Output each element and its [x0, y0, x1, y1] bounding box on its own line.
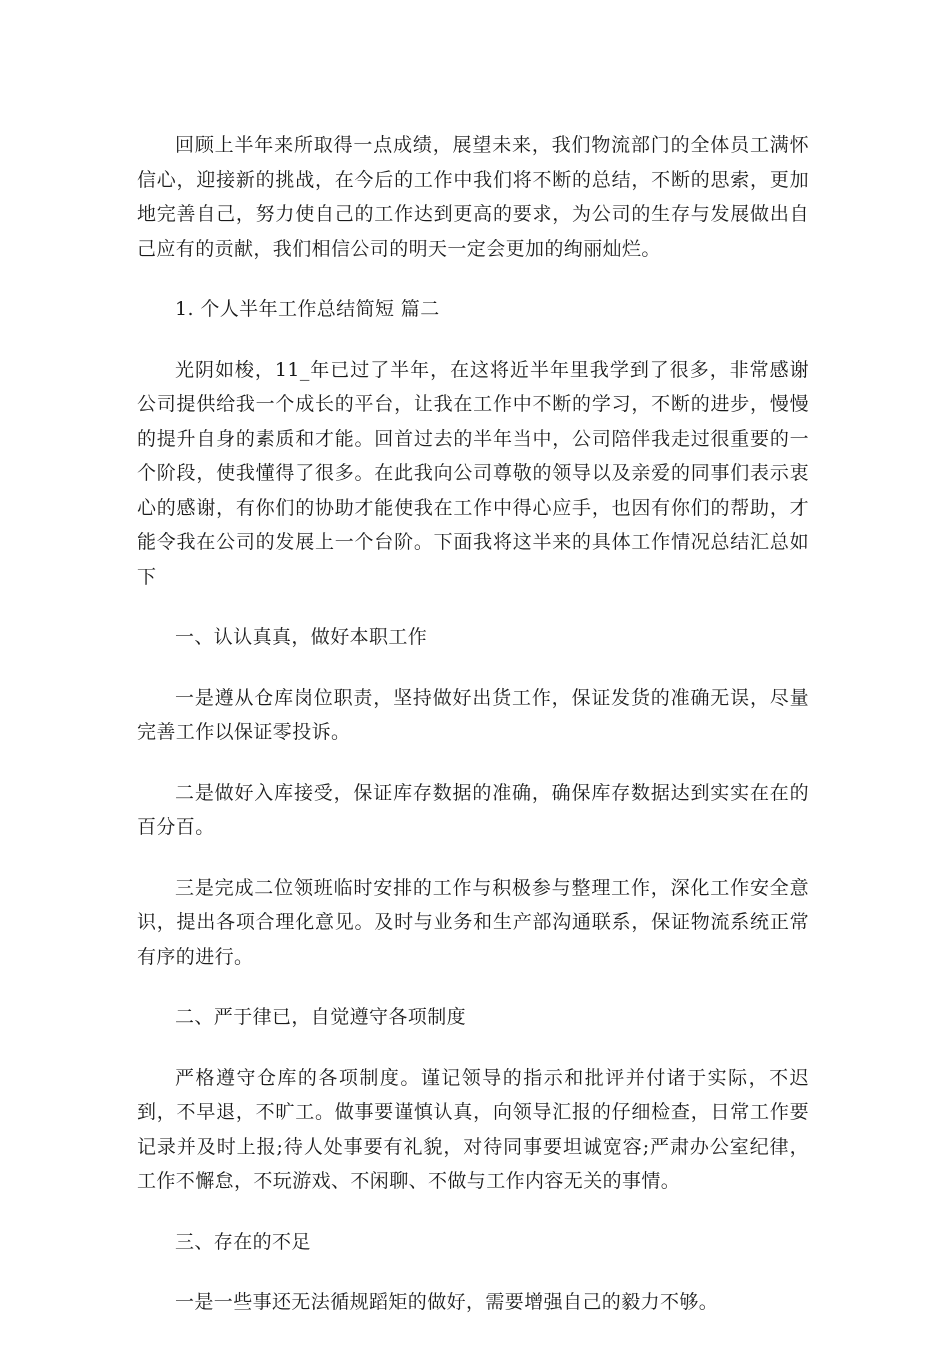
section-title-part-two: 1. 个人半年工作总结简短 篇二 [175, 298, 440, 320]
paragraph-point-three: 三是完成二位领班临时安排的工作与积极参与整理工作，深化工作安全意识，提出各项合理化意见。及时与业务和生产部沟通联系，保证物流系统正常有序的进行。 [137, 876, 809, 968]
paragraph-point-one: 一是遵从仓库岗位职责，坚持做好出货工作，保证发货的准确无误，尽量完善工作以保证零投诉。 [137, 686, 809, 743]
document-body [137, 128, 809, 1346]
paragraph-shortcoming-one: 一是一些事还无法循规蹈矩的做好，需要增强自己的毅力不够。 [175, 1291, 719, 1313]
paragraph-review-outlook: 回顾上半年来所取得一点成绩，展望未来，我们物流部门的全体员工满怀信心，迎接新的挑战，在今后的工作中我们将不断的总结，不断的思索，更加地完善自己，努力使自己的工作达到更高的要求，为公司的生存与发展做出自己应有的贡献，我们相信公司的明天一定会更加的绚丽灿烂。 [137, 134, 809, 260]
paragraph-point-two: 二是做好入库接受，保证库存数据的准确，确保库存数据达到实实在在的百分百。 [137, 781, 809, 838]
heading-self-discipline: 二、严于律已，自觉遵守各项制度 [175, 1006, 467, 1028]
paragraph-introduction: 光阴如梭，11_年已过了半年，在这将近半年里我学到了很多，非常感谢公司提供给我一个成长的平台，让我在工作中不断的学习，不断的进步，慢慢的提升自身的素质和才能。回首过去的半年当中，公司陪伴我走过很重要的一个阶段，使我懂得了很多。在此我向公司尊敬的领导以及亲爱的同事们表示衷心的感谢，有你们的协助才能使我在工作中得心应手，也因有你们的帮助，才能令我在公司的发展上一个台阶。下面我将这半来的具体工作情况总结汇总如下 [137, 358, 809, 588]
paragraph-rules: 严格遵守仓库的各项制度。谨记领导的指示和批评并付诸于实际，不迟到，不早退，不旷工。做事要谨慎认真，向领导汇报的仔细检查，日常工作要记录并及时上报;待人处事要有礼貌，对待同事要坦诚宽容;严肃办公室纪律，工作不懈怠，不玩游戏、不闲聊、不做与工作内容无关的事情。 [137, 1066, 809, 1192]
heading-do-job-well: 一、认认真真，做好本职工作 [175, 626, 428, 648]
heading-shortcomings: 三、存在的不足 [175, 1230, 311, 1253]
